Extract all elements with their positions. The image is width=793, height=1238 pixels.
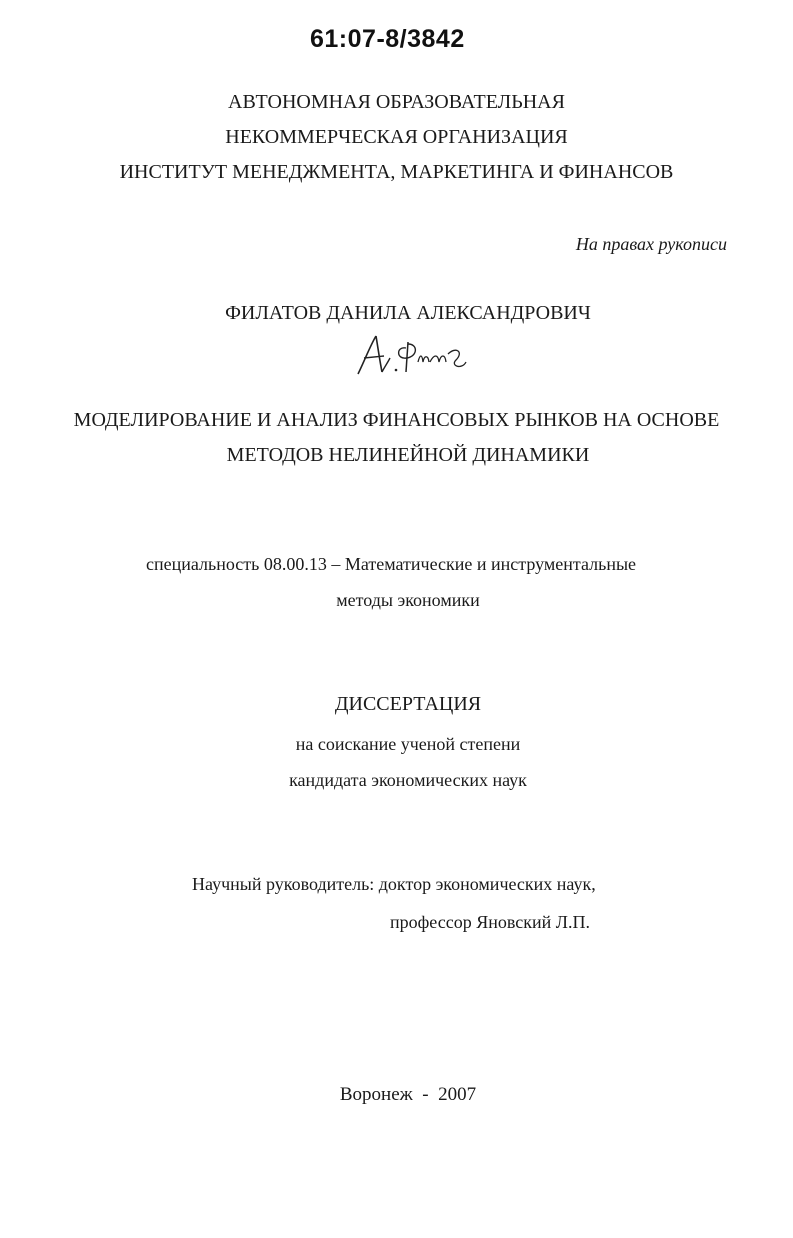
supervisor-line-2: профессор Яновский Л.П.: [390, 912, 590, 932]
supervisor-line-1: Научный руководитель: доктор экономических наук,: [192, 874, 596, 894]
dissertation-title-line-2: МЕТОДОВ НЕЛИНЕЙНОЙ ДИНАМИКИ: [226, 444, 590, 466]
rights-note: На правах рукописи: [575, 234, 727, 254]
author-name: ФИЛАТОВ ДАНИЛА АЛЕКСАНДРОВИЧ: [225, 302, 591, 324]
degree-type: ДИССЕРТАЦИЯ: [334, 693, 482, 715]
degree-line-2: кандидата экономических наук: [289, 770, 527, 790]
specialty-line-2: методы экономики: [336, 590, 480, 610]
organization-line-3: ИНСТИТУТ МЕНЕДЖМЕНТА, МАРКЕТИНГА И ФИНАНСОВ: [119, 161, 674, 183]
organization-line-1: АВТОНОМНАЯ ОБРАЗОВАТЕЛЬНАЯ: [228, 91, 565, 113]
dissertation-title-line-1: МОДЕЛИРОВАНИЕ И АНАЛИЗ ФИНАНСОВЫХ РЫНКОВ НА ОСНОВЕ: [73, 409, 720, 431]
specialty-line-1: специальность 08.00.13 – Математические и инструментальные: [146, 554, 637, 574]
degree-line-1: на соискание ученой степени: [295, 734, 521, 754]
archive-code: 61:07-8/3842: [310, 25, 465, 53]
organization-line-2: НЕКОММЕРЧЕСКАЯ ОРГАНИЗАЦИЯ: [225, 126, 568, 148]
place-and-year: Воронеж - 2007: [339, 1084, 477, 1105]
author-signature: [352, 332, 472, 380]
